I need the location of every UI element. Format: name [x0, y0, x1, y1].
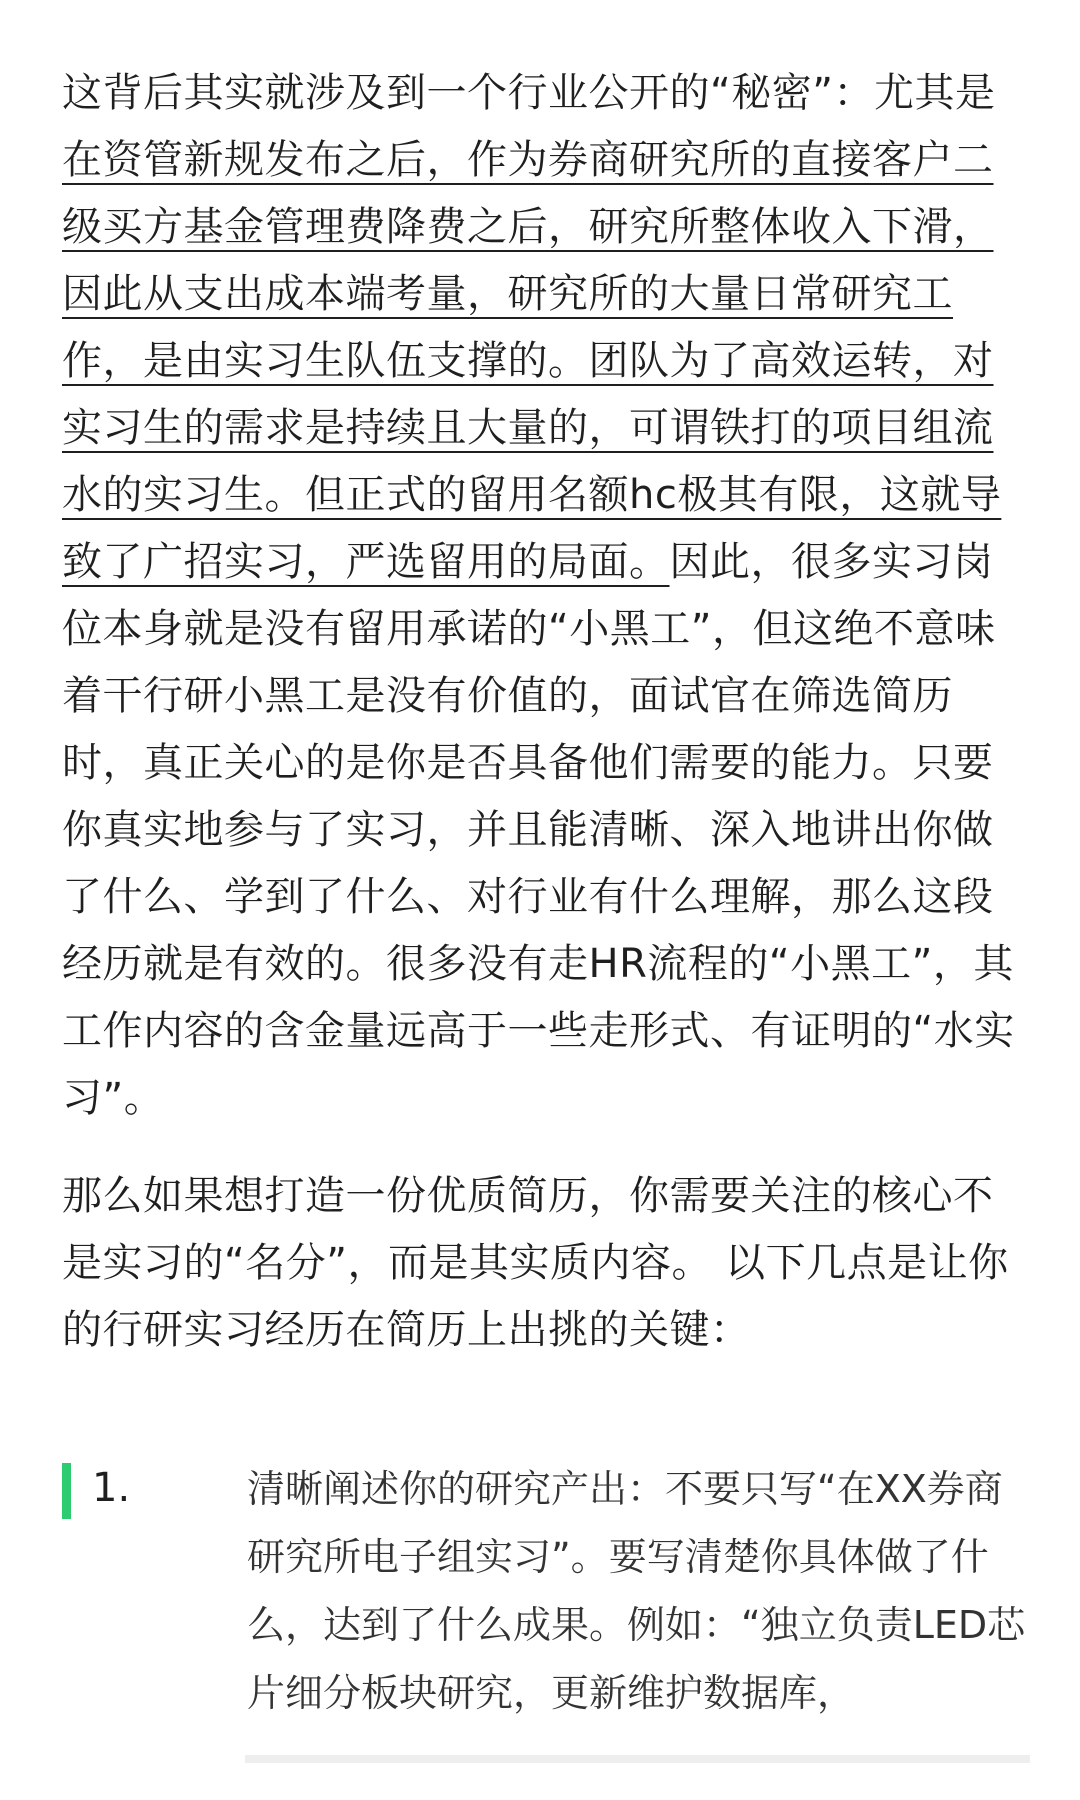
list-accent-bar	[62, 1463, 71, 1519]
intro-lead-text: 这背后其实就涉及到一个行业公开的“秘密”：尤其是	[62, 70, 996, 116]
underlined-highlight: 在资管新规发布之后，作为券商研究所的直接客户二级买方基金管理费降费之后，研究所整体收入下滑，因此从支出成本端考量，研究所的大量日常研究工作，是由实习生队伍支撑的。团队为了高效运转，对实习生的需求是持续且大量的，可谓铁打的项目组流水的实习生。但正式的留用名额hc极其有限，这就导致了广招实习，严选留用的局面。	[62, 137, 1002, 585]
list-item-text: 清晰阐述你的研究产出：不要只写“在XX券商研究所电子组实习”。要写清楚你具体做了什么，达到了什么成果。例如：“独立负责LED芯片细分板块研究，更新维护数据库，	[247, 1467, 1026, 1715]
paragraph-resume-advice: 那么如果想打造一份优质简历，你需要关注的核心不是实习的“名分”，而是其实质内容。 以下几点是让你的行研实习经历在简历上出挑的关键：	[62, 1173, 1009, 1353]
divider	[245, 1755, 1030, 1763]
list-number: 1.	[92, 1465, 131, 1511]
intro-rest-text: 因此，很多实习岗位本身就是没有留用承诺的“小黑工”，但这绝不意味着干行研小黑工是没有价值的，面试官在筛选简历时，真正关心的是你是否具备他们需要的能力。只要你真实地参与了实习，并且能清晰、深入地讲出你做了什么、学到了什么、对行业有什么理解，那么这段经历就是有效的。很多没有走HR流程的“小黑工”，其工作内容的含金量远高于一些走形式、有证明的“水实习”。	[62, 539, 1015, 1121]
paragraph-intro	[62, 60, 1022, 1132]
